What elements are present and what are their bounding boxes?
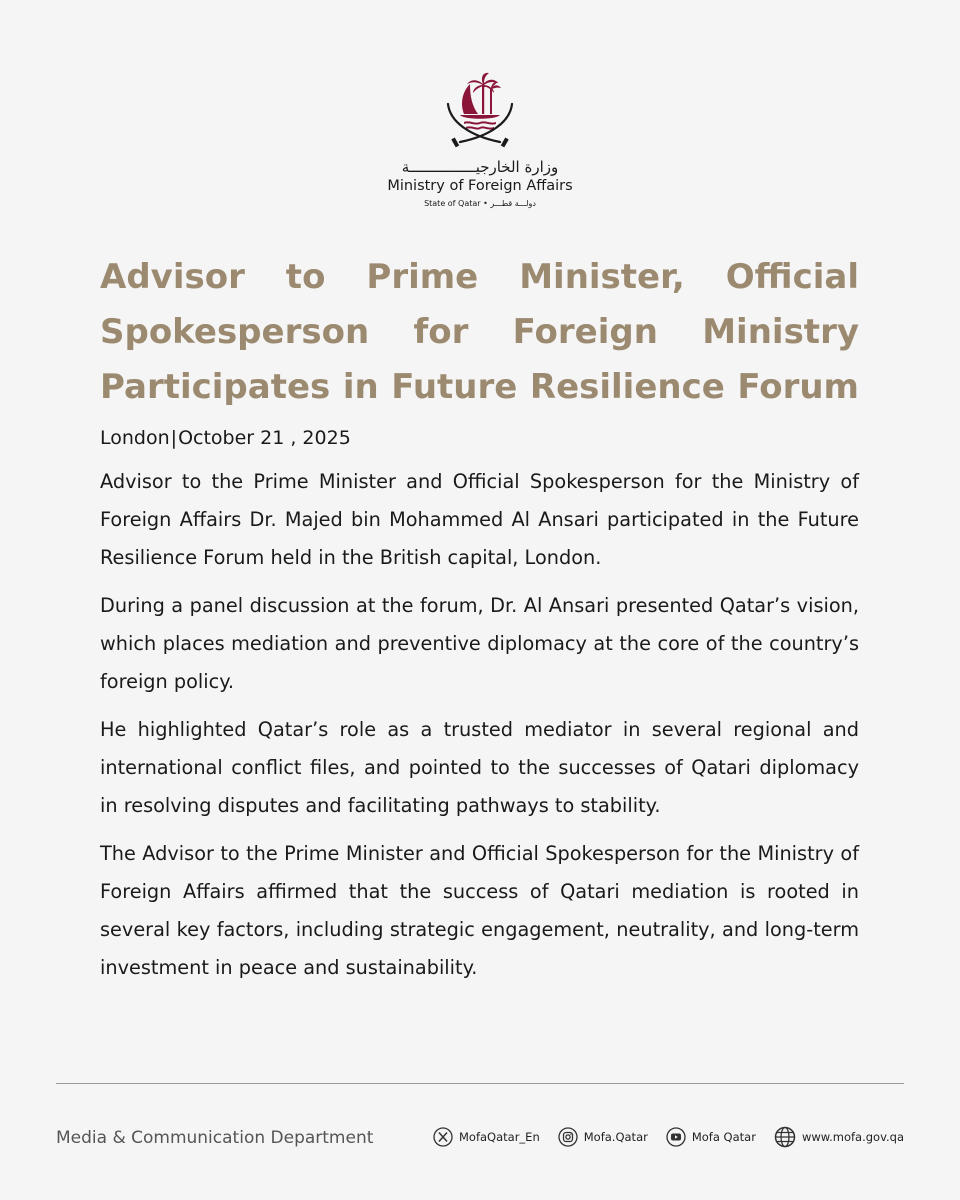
dateline-separator: |	[170, 427, 178, 449]
article-title: Advisor to Prime Minister, Official Spokesperson for Foreign Ministry Participates in Future Resilience Forum	[100, 257, 859, 407]
qatar-emblem-icon	[440, 70, 520, 152]
social-website-label: www.mofa.gov.qa	[801, 1130, 904, 1144]
ministry-logo	[0, 70, 960, 208]
dateline-location: London	[100, 427, 170, 449]
youtube-icon	[666, 1127, 686, 1147]
footer-department: Media & Communication Department	[56, 1128, 374, 1148]
paragraph-4: The Advisor to the Prime Minister and Official Spokesperson for the Ministry of Foreign Affairs affirmed that the success of Qatari mediation is rooted in several key factors, including strategic engagement, neutrality, and long-term investment in peace and sustainability.	[100, 842, 859, 979]
ministry-name-english: Ministry of Foreign Affairs	[387, 178, 573, 194]
paragraph-1: Advisor to the Prime Minister and Official Spokesperson for the Ministry of Foreign Affairs Dr. Majed bin Mohammed Al Ansari participated in the Future Resilience Forum held in the British capital, London.	[100, 470, 859, 569]
social-x[interactable]	[433, 1127, 540, 1147]
instagram-icon	[558, 1127, 578, 1147]
state-of-qatar-line: State of Qatar • دولـــة قطـــر	[424, 199, 536, 208]
social-website[interactable]	[774, 1126, 904, 1148]
social-youtube-label: Mofa Qatar	[691, 1130, 756, 1144]
ministry-name-arabic: وزارة الخارجيـــــــــــــــة	[401, 158, 559, 176]
x-icon	[433, 1127, 453, 1147]
social-x-label: MofaQatar_En	[459, 1130, 540, 1144]
social-instagram-label: Mofa.Qatar	[583, 1130, 648, 1144]
social-links	[433, 1126, 904, 1148]
paragraph-3: He highlighted Qatar’s role as a trusted mediator in several regional and international conflict files, and pointed to the successes of Qatari diplomacy in resolving disputes and facilitating pathways to stability.	[100, 718, 859, 817]
globe-icon	[774, 1126, 796, 1148]
article	[100, 250, 859, 987]
footer-divider	[56, 1083, 904, 1084]
dateline-date: October 21 , 2025	[178, 427, 351, 449]
dateline	[100, 427, 859, 449]
paragraph-2: During a panel discussion at the forum, Dr. Al Ansari presented Qatar’s vision, which places mediation and preventive diplomacy at the core of the country’s foreign policy.	[100, 594, 859, 693]
social-youtube[interactable]	[666, 1127, 756, 1147]
social-instagram[interactable]	[558, 1127, 648, 1147]
